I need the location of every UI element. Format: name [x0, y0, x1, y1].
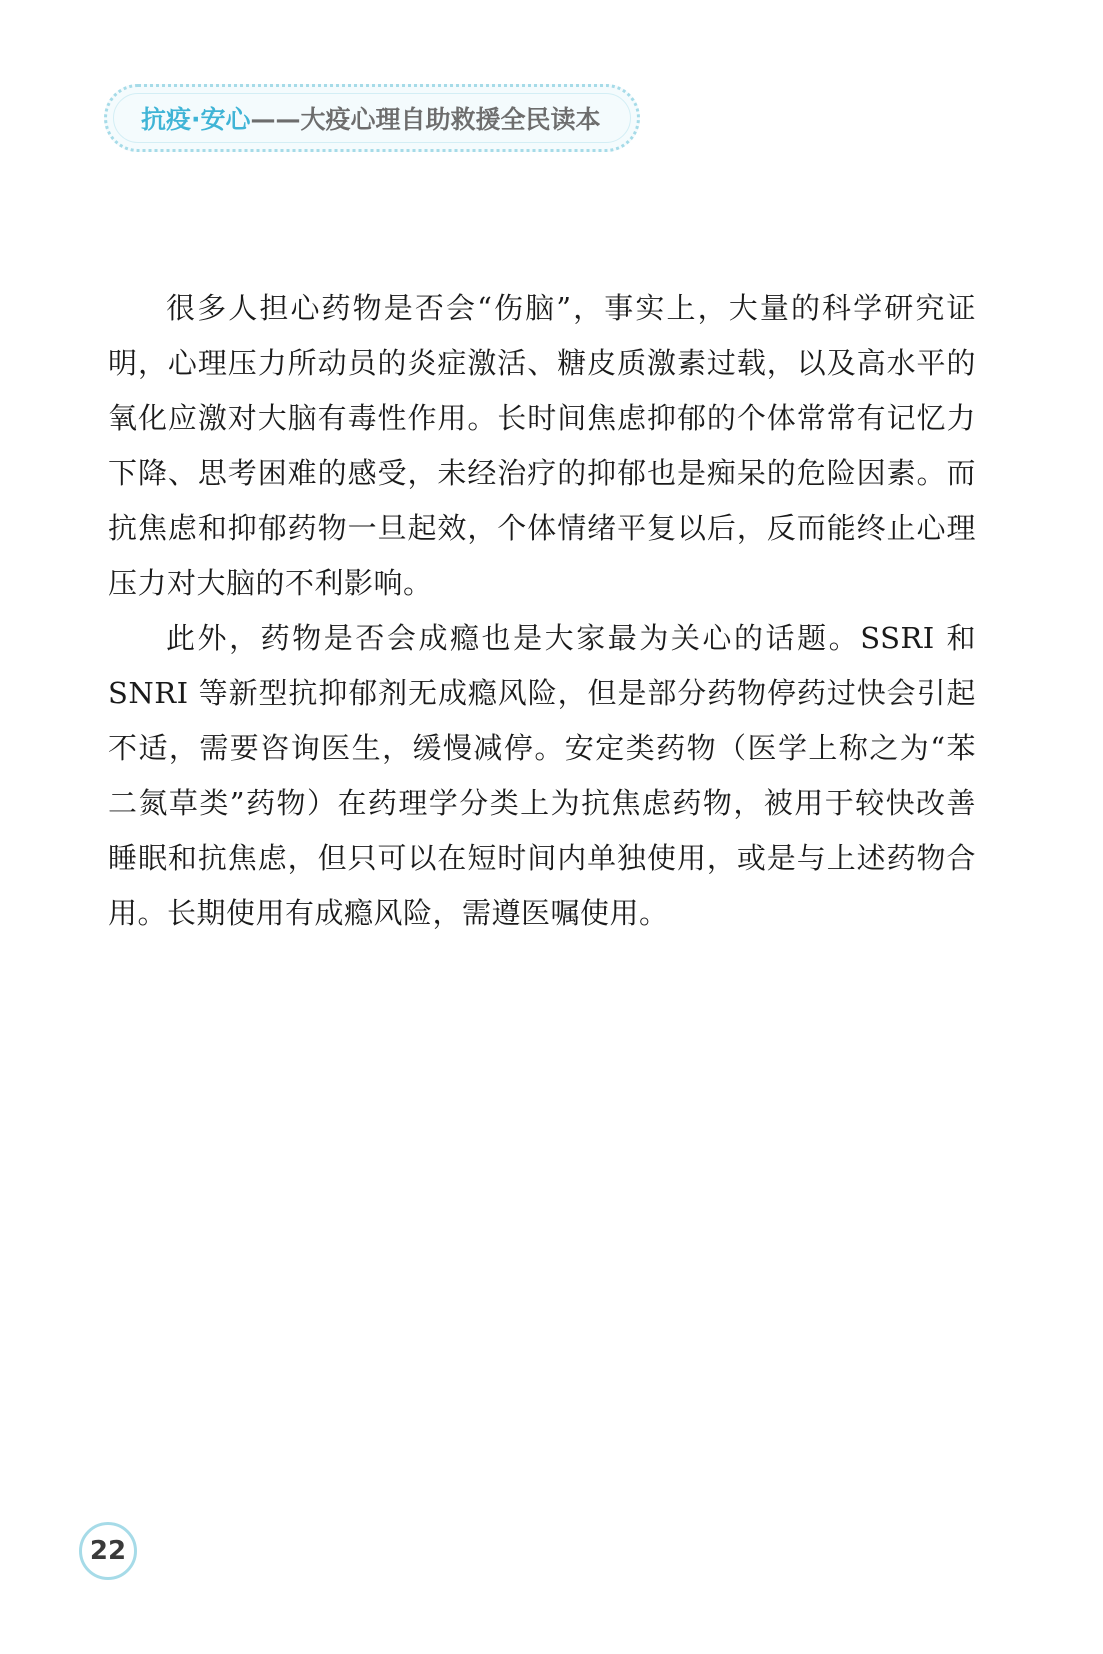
book-title-subtitle: 大疫心理自助救援全民读本 [300, 105, 601, 134]
body-text [108, 281, 976, 941]
running-header [104, 84, 640, 152]
book-title [141, 100, 601, 136]
book-title-dash: —— [250, 105, 301, 134]
paragraph: 很多人担心药物是否会“伤脑”，事实上，大量的科学研究证明，心理压力所动员的炎症激活、糖皮质激素过载，以及高水平的氧化应激对大脑有毒性作用。长时间焦虑抑郁的个体常常有记忆力下降、思考困难的感受，未经治疗的抑郁也是痴呆的危险因素。而抗焦虑和抑郁药物一旦起效，个体情绪平复以后，反而能终止心理压力对大脑的不利影响。 [108, 291, 976, 600]
page-number: 22 [79, 1522, 137, 1580]
book-title-accent: 抗疫·安心 [141, 105, 251, 134]
paragraph: 此外，药物是否会成瘾也是大家最为关心的话题。SSRI 和 SNRI 等新型抗抑郁剂无成瘾风险，但是部分药物停药过快会引起不适，需要咨询医生，缓慢减停。安定类药物（医学上称之为“苯二氮草类”药物）在药理学分类上为抗焦虑药物，被用于较快改善睡眠和抗焦虑，但只可以在短时间内单独使用，或是与上述药物合用。长期使用有成瘾风险，需遵医嘱使用。 [108, 621, 976, 930]
